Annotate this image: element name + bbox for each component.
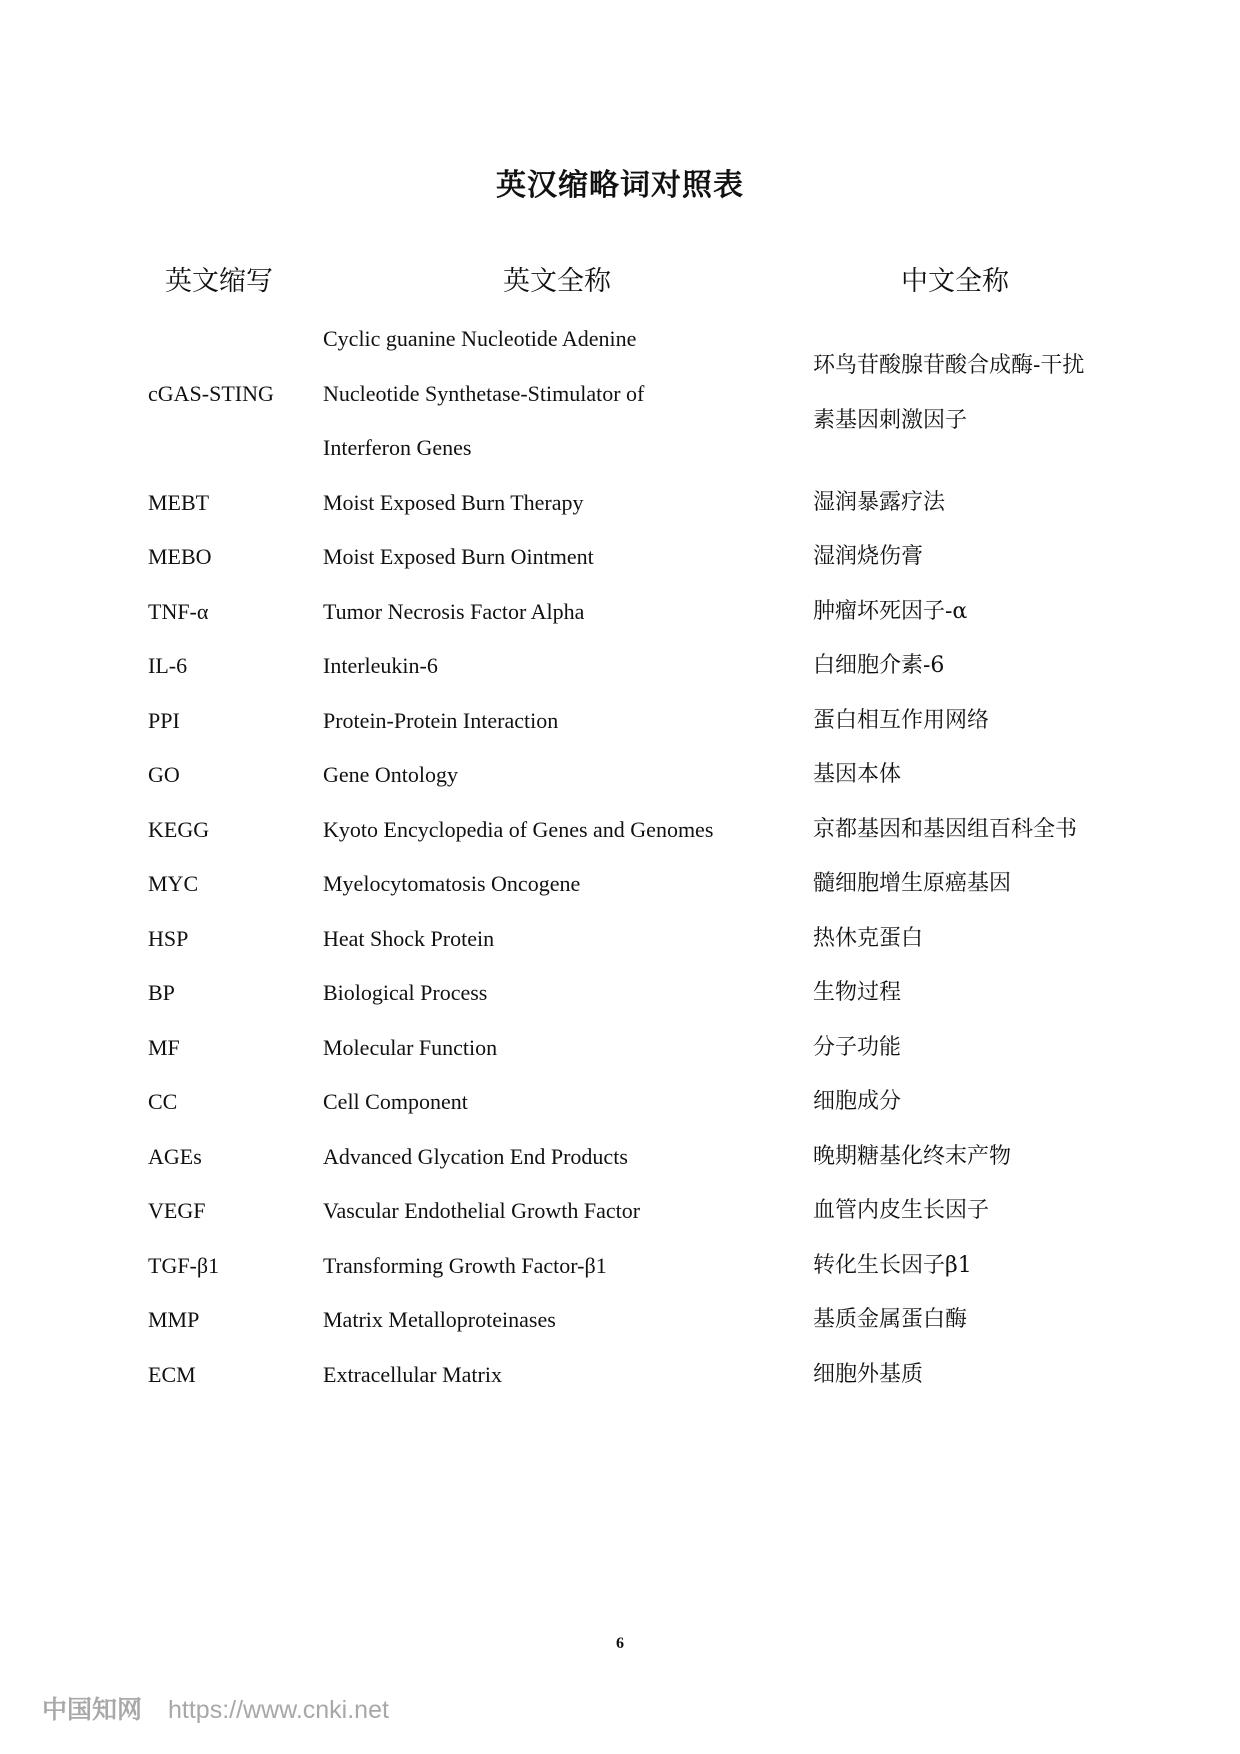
abbreviation-cell: cGAS-STING — [148, 380, 274, 406]
table-body — [148, 312, 1108, 1402]
header-chinese-name: 中文全称 — [901, 265, 1009, 297]
abbreviation-cell: BP — [148, 980, 175, 1005]
abbreviation-cell: TNF-α — [148, 598, 209, 624]
full-name-cell — [323, 1021, 813, 1076]
full-name-line: Gene Ontology — [323, 762, 459, 787]
chinese-name-cell: 肿瘤坏死因子-α — [813, 598, 968, 624]
chinese-name-cell: 分子功能 — [813, 1034, 902, 1060]
abbreviation-cell: PPI — [148, 707, 180, 733]
chinese-name-cell: 热休克蛋白 — [813, 925, 924, 951]
chinese-name-cell: 湿润烧伤膏 — [813, 544, 924, 569]
full-name-cell — [323, 1130, 813, 1185]
abbreviation-cell: MF — [148, 1034, 180, 1060]
abbreviation-cell: TGF-β1 — [148, 1252, 220, 1278]
abbreviation-cell: MEBO — [148, 544, 212, 569]
table-row — [148, 1021, 1108, 1076]
abbreviation-cell: ECM — [148, 1361, 196, 1387]
table-row — [148, 1348, 1108, 1403]
table-row — [148, 748, 1108, 803]
full-name-line: Cell Component — [323, 1089, 468, 1114]
chinese-name-cell: 血管内皮生长因子 — [813, 1198, 990, 1223]
full-name-line: Nucleotide Synthetase-Stimulator of — [323, 380, 645, 406]
full-name-cell — [323, 694, 813, 749]
chinese-name-cell: 环鸟苷酸腺苷酸合成酶-干扰素基因刺激因子 — [813, 353, 1085, 433]
chinese-name-cell: 细胞外基质 — [813, 1361, 924, 1387]
table-row — [148, 1293, 1108, 1348]
chinese-name-cell: 湿润暴露疗法 — [813, 489, 946, 515]
chinese-name-cell: 京都基因和基因组百科全书 — [813, 816, 1078, 842]
full-name-line: Advanced Glycation End Products — [323, 1143, 628, 1169]
table-row — [148, 1239, 1108, 1294]
full-name-cell — [323, 803, 813, 858]
full-name-cell — [323, 639, 813, 694]
full-name-line: Interleukin-6 — [323, 653, 438, 678]
abbreviation-cell: MMP — [148, 1307, 200, 1332]
table-row — [148, 639, 1108, 694]
full-name-line: Moist Exposed Burn Therapy — [323, 489, 584, 515]
full-name-cell — [323, 748, 813, 803]
chinese-name-cell: 晚期糖基化终末产物 — [813, 1143, 1012, 1169]
header-abbreviation: 英文缩写 — [165, 265, 273, 297]
full-name-line: Protein-Protein Interaction — [323, 707, 559, 733]
abbreviation-cell: MYC — [148, 871, 199, 896]
table-row — [148, 476, 1108, 531]
chinese-name-cell: 基因本体 — [813, 762, 902, 787]
full-name-cell — [323, 1293, 813, 1348]
abbreviation-cell: CC — [148, 1089, 178, 1114]
watermark-logo: 中国知网 — [42, 1696, 143, 1724]
abbreviation-cell: MEBT — [148, 489, 210, 515]
full-name-cell — [323, 966, 813, 1021]
table-row — [148, 803, 1108, 858]
full-name-cell — [323, 312, 813, 476]
full-name-cell — [323, 476, 813, 531]
table-row — [148, 585, 1108, 640]
full-name-cell — [323, 585, 813, 640]
full-name-line: Cyclic guanine Nucleotide Adenine — [323, 326, 637, 351]
full-name-cell — [323, 1239, 813, 1294]
full-name-line: Vascular Endothelial Growth Factor — [323, 1198, 641, 1223]
full-name-cell — [323, 530, 813, 585]
table-header-row — [148, 258, 1108, 312]
chinese-name-cell: 白细胞介素-6 — [813, 653, 945, 678]
table-row — [148, 912, 1108, 967]
full-name-cell — [323, 1348, 813, 1403]
full-name-line: Matrix Metalloproteinases — [323, 1307, 556, 1332]
chinese-name-cell: 生物过程 — [813, 980, 902, 1005]
chinese-name-cell: 细胞成分 — [813, 1089, 902, 1114]
page-number: 6 — [616, 1635, 624, 1652]
full-name-line: Biological Process — [323, 980, 488, 1005]
full-name-line: Myelocytomatosis Oncogene — [323, 871, 581, 896]
chinese-name-cell: 髓细胞增生原癌基因 — [813, 871, 1012, 896]
chinese-name-cell: 蛋白相互作用网络 — [813, 707, 990, 733]
full-name-line: Moist Exposed Burn Ointment — [323, 544, 594, 569]
abbreviation-cell: IL-6 — [148, 653, 188, 678]
full-name-line: Tumor Necrosis Factor Alpha — [323, 598, 585, 624]
chinese-name-cell: 基质金属蛋白酶 — [813, 1307, 968, 1332]
full-name-cell — [323, 912, 813, 967]
full-name-cell — [323, 1184, 813, 1239]
page-title: 英汉缩略词对照表 — [496, 168, 744, 203]
watermark — [42, 1690, 389, 1726]
full-name-cell — [323, 857, 813, 912]
table-row — [148, 1130, 1108, 1185]
table-row — [148, 312, 1108, 476]
table-row — [148, 694, 1108, 749]
watermark-url: https://www.cnki.net — [168, 1696, 389, 1724]
full-name-line: Kyoto Encyclopedia of Genes and Genomes — [323, 816, 714, 842]
full-name-line: Extracellular Matrix — [323, 1361, 502, 1387]
table-row — [148, 966, 1108, 1021]
abbreviation-cell: HSP — [148, 925, 189, 951]
abbreviation-cell: GO — [148, 762, 180, 787]
table-row — [148, 530, 1108, 585]
full-name-line: Heat Shock Protein — [323, 925, 495, 951]
abbreviation-cell: VEGF — [148, 1198, 206, 1223]
table-row — [148, 1075, 1108, 1130]
table-row — [148, 857, 1108, 912]
full-name-cell — [323, 1075, 813, 1130]
full-name-line: Interferon Genes — [323, 435, 472, 460]
header-full-name: 英文全称 — [503, 265, 611, 297]
abbreviation-cell: KEGG — [148, 816, 210, 842]
abbreviation-table — [148, 258, 1108, 1402]
full-name-line: Transforming Growth Factor-β1 — [323, 1252, 607, 1278]
abbreviation-cell: AGEs — [148, 1143, 202, 1169]
table-row — [148, 1184, 1108, 1239]
chinese-name-cell: 转化生长因子β1 — [813, 1252, 972, 1278]
full-name-line: Molecular Function — [323, 1034, 498, 1060]
